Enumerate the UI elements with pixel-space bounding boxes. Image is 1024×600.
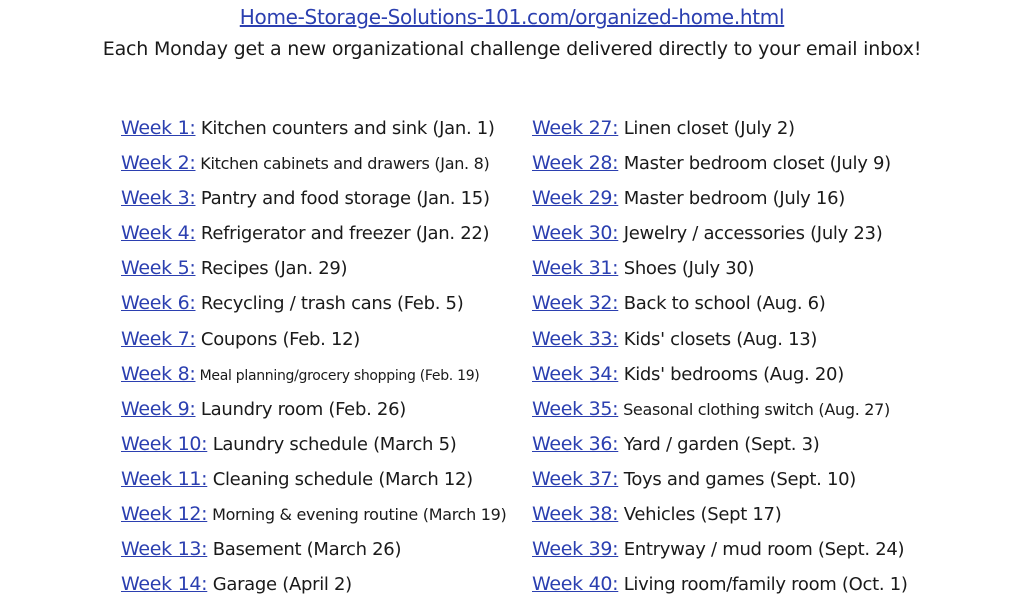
- week-link[interactable]: Week 12:: [121, 503, 208, 526]
- list-item: [121, 111, 506, 146]
- week-link[interactable]: Week 30:: [532, 222, 619, 245]
- week-description: Jewelry / accessories (July 23): [618, 223, 883, 245]
- list-item: [121, 392, 506, 427]
- week-description: Basement (March 26): [207, 539, 402, 561]
- tagline: Each Monday get a new organizational challenge delivered directly to your email inbox!: [102, 38, 922, 60]
- week-description: Laundry schedule (March 5): [207, 433, 457, 455]
- week-link[interactable]: Week 35:: [532, 397, 619, 420]
- week-link[interactable]: Week 14:: [121, 573, 208, 596]
- week-link[interactable]: Week 32:: [532, 292, 619, 315]
- week-link[interactable]: Week 9:: [121, 397, 196, 420]
- week-description: Kitchen counters and sink (Jan. 1): [195, 118, 495, 139]
- week-link[interactable]: Week 38:: [532, 503, 619, 526]
- week-link[interactable]: Week 6:: [121, 292, 196, 315]
- week-description: Master bedroom closet (July 9): [618, 153, 891, 175]
- week-link[interactable]: Week 13:: [121, 538, 208, 561]
- week-link[interactable]: Week 34:: [532, 362, 619, 385]
- list-item: [121, 357, 506, 392]
- week-link[interactable]: Week 36:: [532, 432, 619, 455]
- week-description: Linen closet (July 2): [618, 118, 795, 139]
- list-item: [532, 322, 908, 357]
- list-item: [121, 427, 506, 462]
- week-description: Toys and games (Sept. 10): [618, 468, 857, 490]
- week-description: Master bedroom (July 16): [618, 188, 845, 210]
- week-link[interactable]: Week 8:: [121, 362, 196, 385]
- list-item: [121, 462, 506, 497]
- week-link[interactable]: Week 2:: [121, 152, 196, 175]
- week-link[interactable]: Week 4:: [121, 222, 196, 245]
- week-link[interactable]: Week 33:: [532, 327, 619, 350]
- week-link[interactable]: Week 28:: [532, 152, 619, 175]
- list-item: [532, 216, 908, 251]
- week-link[interactable]: Week 1:: [121, 117, 196, 139]
- list-item: [532, 181, 908, 216]
- week-link[interactable]: Week 5:: [121, 257, 196, 280]
- list-item: [121, 146, 506, 181]
- week-description: Cleaning schedule (March 12): [207, 468, 473, 490]
- list-item: [532, 392, 908, 427]
- site-url-link[interactable]: Home-Storage-Solutions-101.com/organized-home.html: [239, 5, 785, 29]
- weeks-list-left: [121, 111, 506, 600]
- list-item: [121, 567, 506, 600]
- week-link[interactable]: Week 29:: [532, 187, 619, 210]
- week-link[interactable]: Week 31:: [532, 257, 619, 280]
- week-description: Back to school (Aug. 6): [618, 293, 826, 315]
- week-link[interactable]: Week 37:: [532, 467, 619, 490]
- page-header: [0, 2, 1024, 66]
- list-item: [532, 427, 908, 462]
- list-item: [532, 357, 908, 392]
- list-item: [121, 181, 506, 216]
- week-description: Refrigerator and freezer (Jan. 22): [195, 223, 490, 245]
- list-item: [121, 532, 506, 567]
- week-description: Recycling / trash cans (Feb. 5): [195, 293, 464, 315]
- list-item: [532, 567, 908, 600]
- list-item: [121, 286, 506, 321]
- week-link[interactable]: Week 7:: [121, 327, 196, 350]
- week-description: Pantry and food storage (Jan. 15): [195, 188, 490, 210]
- week-link[interactable]: Week 10:: [121, 432, 208, 455]
- weeks-list-right: [532, 111, 908, 600]
- list-item: [532, 532, 908, 567]
- week-description: Shoes (July 30): [618, 258, 755, 280]
- week-description: Kids' closets (Aug. 13): [618, 328, 818, 350]
- week-description: Kids' bedrooms (Aug. 20): [618, 363, 844, 385]
- list-item: [121, 216, 506, 251]
- week-description: Living room/family room (Oct. 1): [618, 574, 908, 596]
- week-description: Entryway / mud room (Sept. 24): [618, 539, 905, 561]
- list-item: [532, 111, 908, 146]
- week-description: Coupons (Feb. 12): [195, 328, 361, 350]
- week-description: Morning & evening routine (March 19): [207, 505, 507, 525]
- week-description: Yard / garden (Sept. 3): [618, 433, 820, 455]
- list-item: [532, 146, 908, 181]
- list-item: [532, 462, 908, 497]
- week-link[interactable]: Week 27:: [532, 117, 619, 139]
- list-item: [532, 497, 908, 532]
- list-item: [532, 286, 908, 321]
- week-link[interactable]: Week 3:: [121, 187, 196, 210]
- week-description: Kitchen cabinets and drawers (Jan. 8): [195, 154, 490, 174]
- week-link[interactable]: Week 40:: [532, 573, 619, 596]
- list-item: [532, 251, 908, 286]
- list-item: [121, 251, 506, 286]
- list-item: [121, 497, 506, 532]
- week-link[interactable]: Week 39:: [532, 538, 619, 561]
- week-description: Garage (April 2): [207, 574, 352, 596]
- week-description: Seasonal clothing switch (Aug. 27): [618, 399, 890, 419]
- list-item: [121, 322, 506, 357]
- week-description: Vehicles (Sept 17): [618, 504, 782, 526]
- week-link[interactable]: Week 11:: [121, 467, 208, 490]
- week-description: Laundry room (Feb. 26): [195, 398, 406, 420]
- week-description: Recipes (Jan. 29): [195, 258, 348, 280]
- week-description: Meal planning/grocery shopping (Feb. 19): [195, 367, 480, 384]
